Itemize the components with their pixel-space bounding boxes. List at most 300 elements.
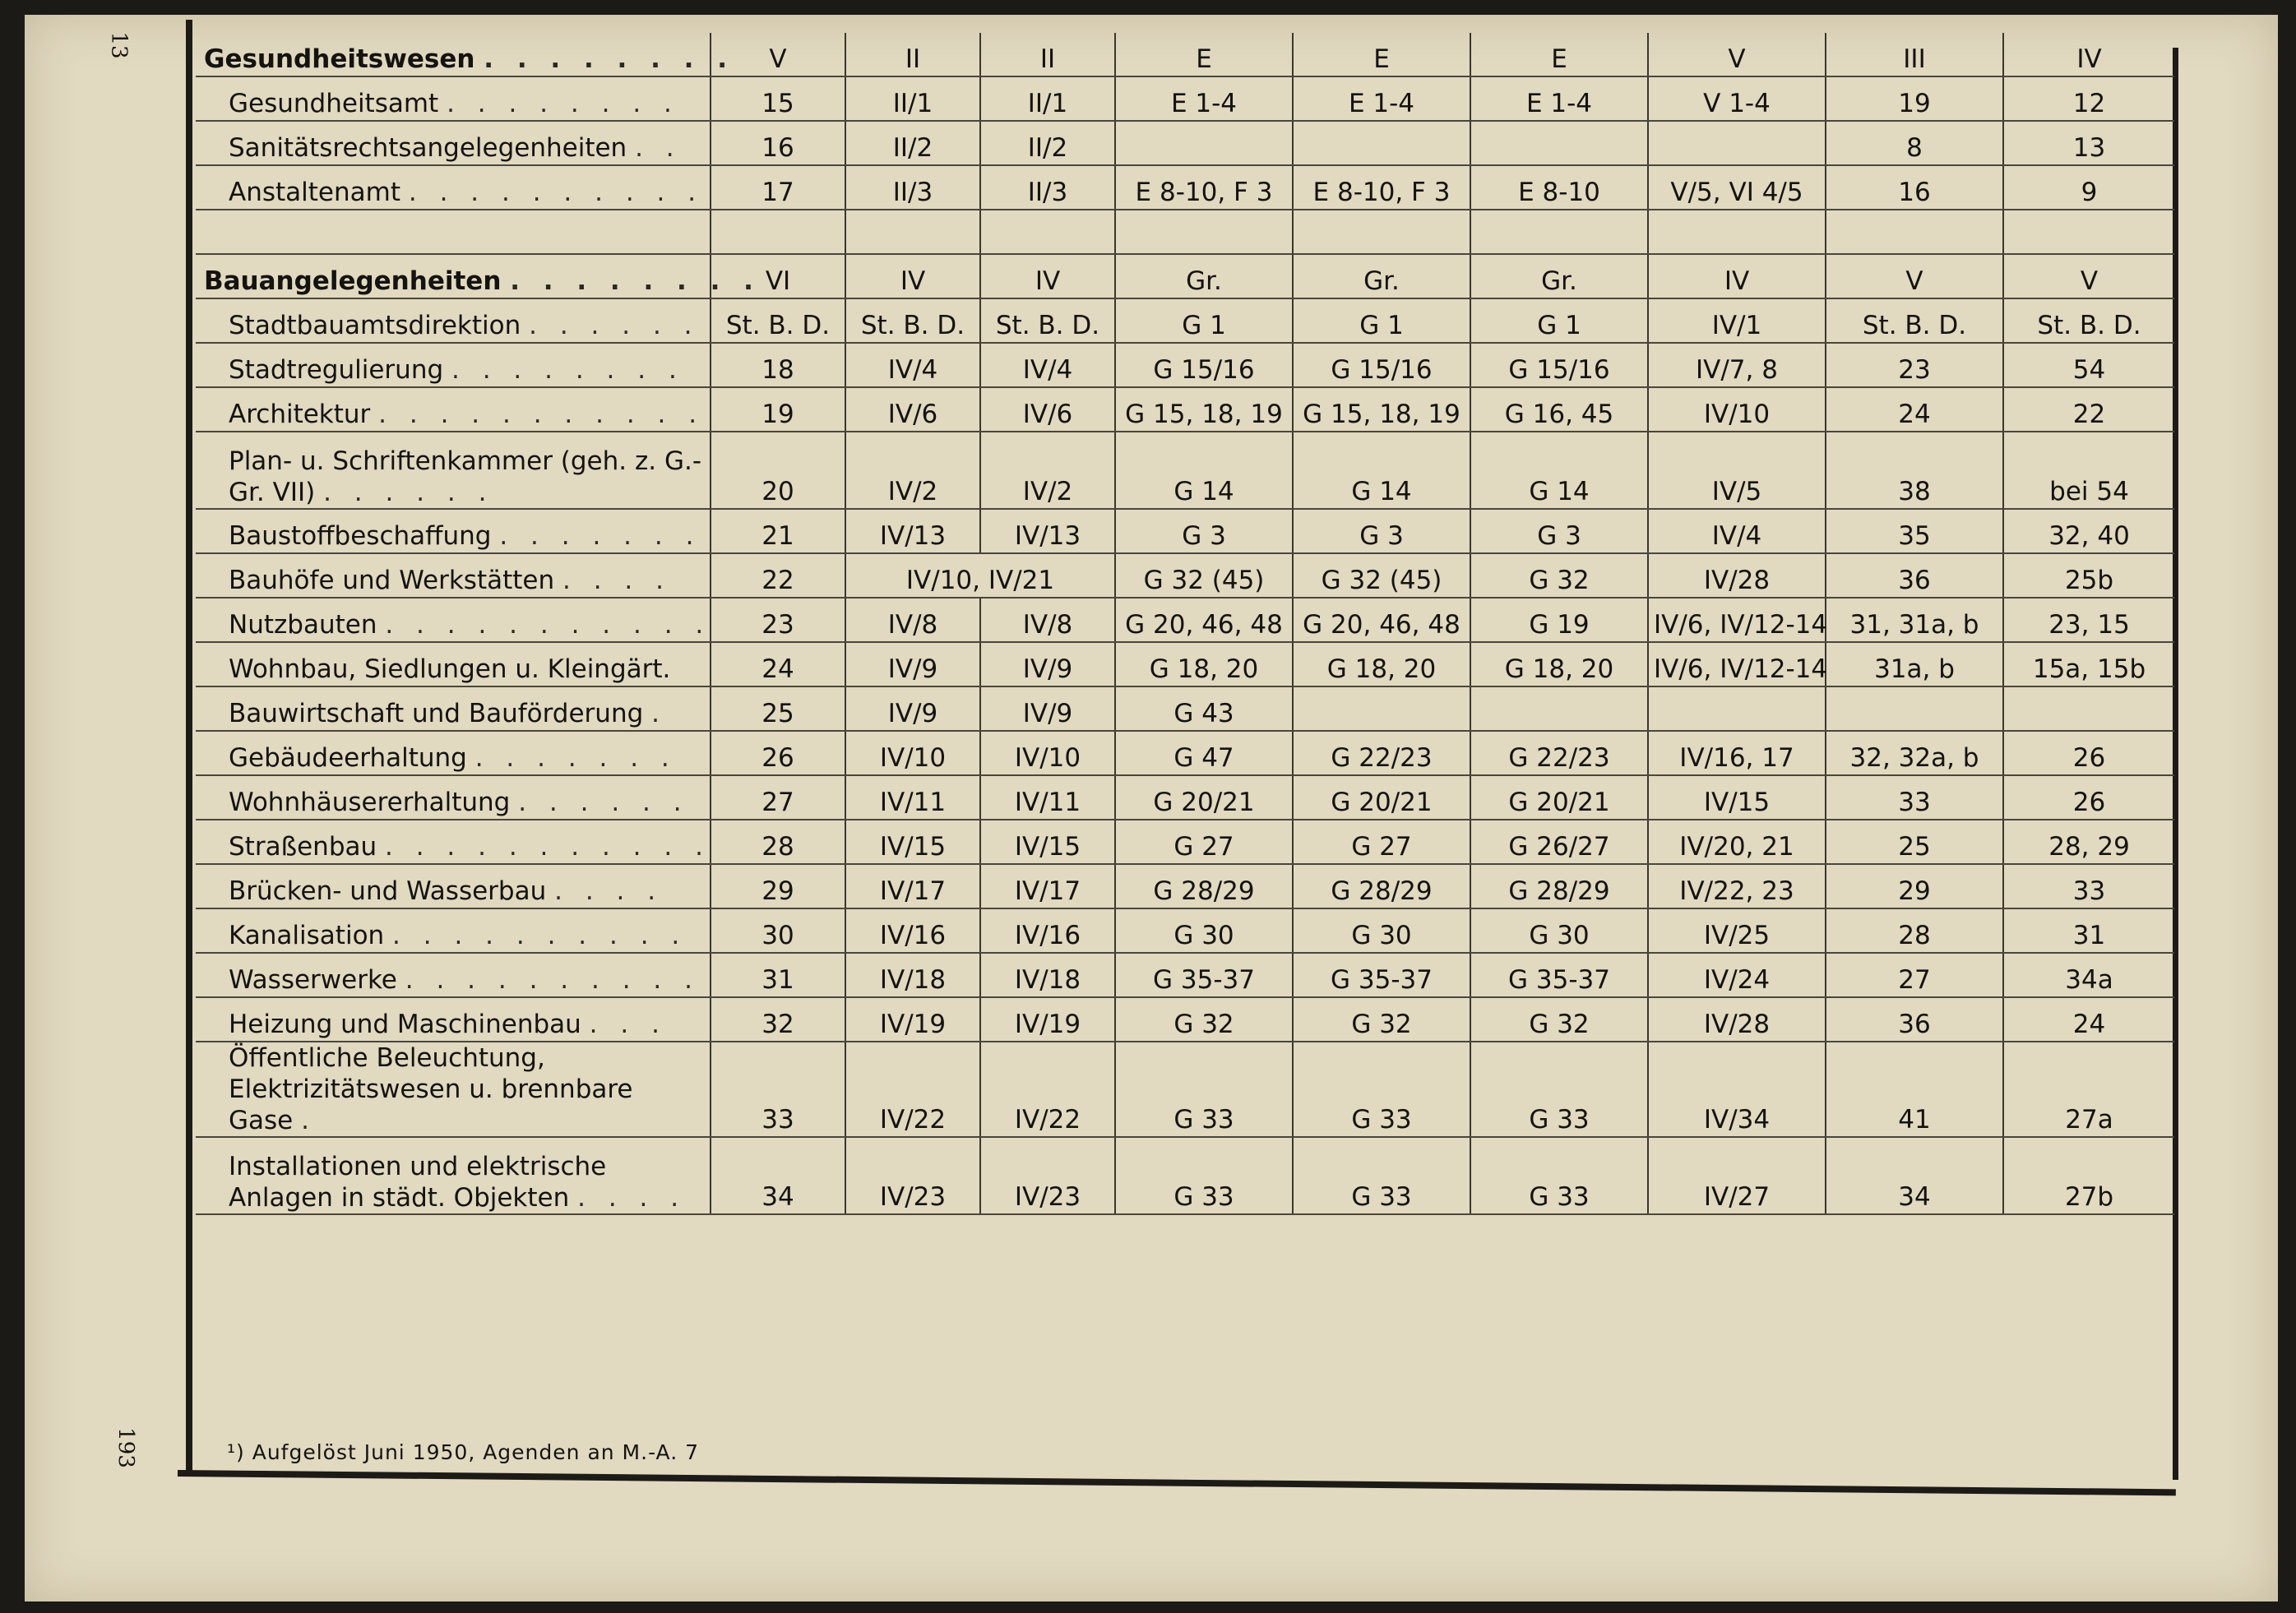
table-cell: V/5, VI 4/5 xyxy=(1648,165,1826,210)
table-cell: G 30 xyxy=(1115,908,1293,953)
table-cell xyxy=(1648,686,1826,731)
table-cell: IV/6 xyxy=(845,387,980,432)
table-cell: 31 xyxy=(2003,908,2174,953)
table-cell: 24 xyxy=(1826,387,2003,432)
table-cell: G 15, 18, 19 xyxy=(1293,387,1470,432)
row-label-text: Gesundheitsamt xyxy=(229,89,439,118)
table-cell: IV/19 xyxy=(845,997,980,1042)
leader-dots: . . . . . . . . . . . xyxy=(385,832,711,862)
table-cell: St. B. D. xyxy=(1826,298,2003,343)
leader-dots: . . . . xyxy=(562,566,671,595)
table-cell: 16 xyxy=(1826,165,2003,210)
table-cell: 27 xyxy=(1826,953,2003,997)
table-section-row xyxy=(196,33,2174,76)
table-cell: IV/18 xyxy=(845,953,980,997)
row-label-text: Stadtregulierung xyxy=(229,355,444,385)
table-cell: G 15/16 xyxy=(1115,343,1293,387)
table-section-row xyxy=(196,254,2174,298)
table-cell: 13 xyxy=(2003,121,2174,165)
table-cell: IV/9 xyxy=(845,642,980,686)
table-cell: IV/10 xyxy=(845,731,980,775)
table-cell: II/3 xyxy=(845,165,980,210)
table-cell: G 14 xyxy=(1470,432,1648,509)
table-cell: St. B. D. xyxy=(2003,298,2174,343)
row-label xyxy=(196,76,711,121)
table-row xyxy=(196,820,2174,864)
table-cell: G 32 xyxy=(1470,553,1648,598)
table-row xyxy=(196,553,2174,598)
table-cell: bei 54 xyxy=(2003,432,2174,509)
leader-dots: . . . . . . . . . . xyxy=(392,921,687,950)
table-cell: G 15, 18, 19 xyxy=(1115,387,1293,432)
table-cell: 34a xyxy=(2003,953,2174,997)
table-cell: G 35-37 xyxy=(1470,953,1648,997)
leader-dots: . . . . . . xyxy=(518,788,689,817)
table-cell: G 43 xyxy=(1115,686,1293,731)
table-cell: 32 xyxy=(711,997,845,1042)
row-label-text: Anstaltenamt xyxy=(229,178,400,207)
table-cell: IV xyxy=(1648,254,1826,298)
table-cell: 33 xyxy=(1826,775,2003,820)
table-cell: IV/19 xyxy=(980,997,1115,1042)
row-label-text: Brücken- und Wasserbau xyxy=(229,876,547,906)
table-cell: G 20/21 xyxy=(1470,775,1648,820)
table-cell xyxy=(1293,121,1470,165)
table-row xyxy=(196,76,2174,121)
leader-dots: . . . . xyxy=(577,1183,687,1213)
table-cell: IV/28 xyxy=(1648,997,1826,1042)
table-cell: V 1-4 xyxy=(1648,76,1826,121)
table-cell: IV/8 xyxy=(845,598,980,642)
table-row xyxy=(196,1137,2174,1214)
leader-dots: . . . . . . . . xyxy=(451,355,684,385)
table-cell: 27 xyxy=(711,775,845,820)
row-label xyxy=(196,509,711,553)
bottom-border-rule xyxy=(178,1470,2176,1495)
table-row xyxy=(196,343,2174,387)
row-label xyxy=(196,387,711,432)
table-cell: IV xyxy=(2003,33,2174,76)
table-cell: 33 xyxy=(2003,864,2174,908)
table-cell: 36 xyxy=(1826,553,2003,598)
row-label-text: Bauhöfe und Werkstätten xyxy=(229,566,555,595)
table-cell: 25 xyxy=(1826,820,2003,864)
table-cell: E 8-10 xyxy=(1470,165,1648,210)
table-row xyxy=(196,642,2174,686)
table-cell: II/3 xyxy=(980,165,1115,210)
leader-dots: . . xyxy=(635,133,682,163)
table-empty-cell xyxy=(1115,210,1293,254)
leader-dots: . . . . . . . . xyxy=(484,44,735,74)
table-cell: E 1-4 xyxy=(1470,76,1648,121)
table-cell: IV/9 xyxy=(980,642,1115,686)
table-cell: IV/1 xyxy=(1648,298,1826,343)
table-cell: IV/11 xyxy=(845,775,980,820)
table-cell: IV xyxy=(845,254,980,298)
row-label xyxy=(196,820,711,864)
table-cell: G 20/21 xyxy=(1293,775,1470,820)
table-cell: 24 xyxy=(711,642,845,686)
table-cell: G 20/21 xyxy=(1115,775,1293,820)
table-cell: II/1 xyxy=(845,76,980,121)
row-label-text: Baustoffbeschaffung xyxy=(229,521,492,551)
table-cell: 19 xyxy=(711,387,845,432)
table-cell: E 8-10, F 3 xyxy=(1115,165,1293,210)
table-empty-cell xyxy=(845,210,980,254)
table-cell: IV/9 xyxy=(845,686,980,731)
table-cell: 25 xyxy=(711,686,845,731)
row-label-text: Wohnhäusererhaltung xyxy=(229,788,511,817)
table-cell: G 19 xyxy=(1470,598,1648,642)
row-label-text: Architektur xyxy=(229,400,371,429)
row-label xyxy=(196,598,711,642)
row-label-text: Sanitätsrechtsangelegenheiten xyxy=(229,133,627,163)
table-cell xyxy=(1470,121,1648,165)
table-cell: G 33 xyxy=(1115,1137,1293,1214)
table-cell: 26 xyxy=(2003,731,2174,775)
table-cell: 20 xyxy=(711,432,845,509)
table-cell: 25b xyxy=(2003,553,2174,598)
leader-dots: . . . . xyxy=(554,876,664,906)
table-cell: E xyxy=(1470,33,1648,76)
table-cell: 34 xyxy=(711,1137,845,1214)
table-cell: IV/6 xyxy=(980,387,1115,432)
table-cell: G 15/16 xyxy=(1293,343,1470,387)
table-cell: G 28/29 xyxy=(1470,864,1648,908)
row-label-text: Stadtbauamtsdirektion xyxy=(229,311,521,340)
table-cell: G 32 xyxy=(1470,997,1648,1042)
table-cell: E xyxy=(1115,33,1293,76)
table-cell: V xyxy=(1826,254,2003,298)
table-cell: IV/17 xyxy=(980,864,1115,908)
table-cell: VI xyxy=(711,254,845,298)
table-cell: IV/5 xyxy=(1648,432,1826,509)
table-cell: V xyxy=(711,33,845,76)
table-cell: G 30 xyxy=(1470,908,1648,953)
table-cell: G 28/29 xyxy=(1115,864,1293,908)
leader-dots: . . . . . . . . xyxy=(447,89,679,118)
table-cell: 27b xyxy=(2003,1137,2174,1214)
table-cell: 17 xyxy=(711,165,845,210)
leader-dots: . . . . . . . xyxy=(499,521,701,551)
table-cell: IV/11 xyxy=(980,775,1115,820)
row-label-text: Wasserwerke xyxy=(229,965,397,995)
table-cell: IV/23 xyxy=(980,1137,1115,1214)
table-cell: 33 xyxy=(711,1042,845,1137)
row-label xyxy=(196,553,711,598)
table-row xyxy=(196,165,2174,210)
table-cell: V xyxy=(1648,33,1826,76)
table-cell: G 16, 45 xyxy=(1470,387,1648,432)
table-cell: IV/34 xyxy=(1648,1042,1826,1137)
leader-dots: . . . . . . . . . . . xyxy=(385,610,711,640)
table-cell: 27a xyxy=(2003,1042,2174,1137)
table-row xyxy=(196,953,2174,997)
table-cell: 31 xyxy=(711,953,845,997)
table-cell: IV/23 xyxy=(845,1137,980,1214)
table-cell: IV/7, 8 xyxy=(1648,343,1826,387)
table-cell: G 14 xyxy=(1293,432,1470,509)
merged-cell: IV/10, IV/21 xyxy=(845,553,1115,598)
table-cell: III xyxy=(1826,33,2003,76)
table-empty-cell xyxy=(196,210,711,254)
table-cell: 9 xyxy=(2003,165,2174,210)
table-cell: II/2 xyxy=(845,121,980,165)
table-cell: 16 xyxy=(711,121,845,165)
table-cell: G 1 xyxy=(1115,298,1293,343)
table-cell: IV/6, IV/12-14 xyxy=(1648,598,1826,642)
row-label xyxy=(196,775,711,820)
table-cell: 15a, 15b xyxy=(2003,642,2174,686)
footnote: ¹) Aufgelöst Juni 1950, Agenden an M.-A. 7 xyxy=(227,1440,700,1464)
table-cell: IV/6, IV/12-14 xyxy=(1648,642,1826,686)
table-cell: G 1 xyxy=(1470,298,1648,343)
table-cell: IV/9 xyxy=(980,686,1115,731)
table-cell: G 35-37 xyxy=(1293,953,1470,997)
table-cell: IV/16 xyxy=(980,908,1115,953)
table-spacer-row xyxy=(196,210,2174,254)
table-cell xyxy=(1115,121,1293,165)
row-label-text: Öffentliche Beleuchtung, Elektrizitätswesen u. brennbare Gase xyxy=(229,1043,633,1135)
table-cell: G 33 xyxy=(1470,1137,1648,1214)
table-cell: Gr. xyxy=(1115,254,1293,298)
row-label-text: Gesundheitswesen xyxy=(204,44,475,74)
leader-dots: . . . xyxy=(589,1010,667,1039)
table-cell: 36 xyxy=(1826,997,2003,1042)
table-cell: G 22/23 xyxy=(1470,731,1648,775)
table-cell: 32, 40 xyxy=(2003,509,2174,553)
table-cell: G 32 (45) xyxy=(1293,553,1470,598)
row-label xyxy=(196,908,711,953)
table-cell xyxy=(2003,686,2174,731)
table-cell: 22 xyxy=(2003,387,2174,432)
row-label-text: Nutzbauten xyxy=(229,610,377,640)
table-cell: 26 xyxy=(2003,775,2174,820)
table-cell: G 27 xyxy=(1293,820,1470,864)
table-cell: G 33 xyxy=(1293,1137,1470,1214)
table-cell: 29 xyxy=(1826,864,2003,908)
table-cell xyxy=(1293,686,1470,731)
table-empty-cell xyxy=(1648,210,1826,254)
row-label-text: Wohnbau, Siedlungen u. Kleingärt. xyxy=(229,654,671,684)
table-cell: G 18, 20 xyxy=(1115,642,1293,686)
table-row xyxy=(196,598,2174,642)
table-cell: G 18, 20 xyxy=(1293,642,1470,686)
margin-page-number-top: 13 xyxy=(106,31,132,59)
row-label-text: Heizung und Maschinenbau xyxy=(229,1010,581,1039)
row-label xyxy=(196,1137,711,1214)
row-label xyxy=(196,165,711,210)
table-cell: 28 xyxy=(711,820,845,864)
row-label-text: Installationen und elektrische Anlagen in städt. Objekten xyxy=(229,1152,607,1213)
table-cell: II xyxy=(980,33,1115,76)
table-cell: IV/13 xyxy=(980,509,1115,553)
table-cell: 22 xyxy=(711,553,845,598)
table-cell: G 22/23 xyxy=(1293,731,1470,775)
table-cell: St. B. D. xyxy=(980,298,1115,343)
table-cell: 28, 29 xyxy=(2003,820,2174,864)
table-cell: V xyxy=(2003,254,2174,298)
row-label xyxy=(196,864,711,908)
table-cell: G 3 xyxy=(1115,509,1293,553)
table-row xyxy=(196,864,2174,908)
table-cell: G 28/29 xyxy=(1293,864,1470,908)
row-label xyxy=(196,1042,711,1137)
table-row xyxy=(196,731,2174,775)
table-cell: 8 xyxy=(1826,121,2003,165)
table-cell: G 35-37 xyxy=(1115,953,1293,997)
row-label xyxy=(196,254,761,298)
table-cell xyxy=(1826,686,2003,731)
table-cell: G 20, 46, 48 xyxy=(1293,598,1470,642)
table-cell: G 32 (45) xyxy=(1115,553,1293,598)
table-empty-cell xyxy=(711,210,845,254)
leader-dots: . . . . . . xyxy=(529,311,700,340)
table-cell: 23 xyxy=(1826,343,2003,387)
table-cell: IV/4 xyxy=(1648,509,1826,553)
table-cell: G 27 xyxy=(1115,820,1293,864)
table-cell: IV/22 xyxy=(980,1042,1115,1137)
table-cell: IV/18 xyxy=(980,953,1115,997)
leader-dots: . . . . . . xyxy=(323,478,494,507)
table-cell: IV/25 xyxy=(1648,908,1826,953)
leader-dots: . xyxy=(301,1106,317,1135)
table-cell: IV/22, 23 xyxy=(1648,864,1826,908)
table-cell: 12 xyxy=(2003,76,2174,121)
table-cell: 35 xyxy=(1826,509,2003,553)
table-empty-cell xyxy=(1293,210,1470,254)
table-cell: G 1 xyxy=(1293,298,1470,343)
table-row xyxy=(196,387,2174,432)
table-row xyxy=(196,509,2174,553)
leader-dots: . . . . . . . . . . . xyxy=(378,400,705,429)
table-cell: 26 xyxy=(711,731,845,775)
table-cell: IV/15 xyxy=(1648,775,1826,820)
table-cell: G 3 xyxy=(1293,509,1470,553)
row-label-text: Plan- u. Schriftenkammer (geh. z. G.-Gr. VII) xyxy=(229,446,702,507)
row-label-text: Gebäudeerhaltung xyxy=(229,743,467,773)
leader-dots: . . . . . . . . . . xyxy=(405,965,700,995)
table-cell: 21 xyxy=(711,509,845,553)
table-cell: 41 xyxy=(1826,1042,2003,1137)
table-cell: G 18, 20 xyxy=(1470,642,1648,686)
table-cell: G 47 xyxy=(1115,731,1293,775)
table-cell: IV/2 xyxy=(980,432,1115,509)
table-cell: IV/15 xyxy=(845,820,980,864)
table-cell xyxy=(1470,686,1648,731)
table-row xyxy=(196,997,2174,1042)
row-label-text: Bauwirtschaft und Bauförderung xyxy=(229,699,644,728)
leader-dots: . . . . . . . xyxy=(474,743,677,773)
table-cell: G 26/27 xyxy=(1470,820,1648,864)
table-cell: Gr. xyxy=(1293,254,1470,298)
table-row xyxy=(196,686,2174,731)
margin-page-number-bottom: 193 xyxy=(113,1427,138,1468)
table-cell: IV/24 xyxy=(1648,953,1826,997)
leader-dots: . . . . . . . . xyxy=(510,266,761,296)
table-cell: 30 xyxy=(711,908,845,953)
row-label xyxy=(196,997,711,1042)
table-cell: IV/15 xyxy=(980,820,1115,864)
row-label-text: Kanalisation xyxy=(229,921,385,950)
table-cell: Gr. xyxy=(1470,254,1648,298)
row-label xyxy=(196,953,711,997)
department-table xyxy=(196,33,2174,1215)
table-cell: 19 xyxy=(1826,76,2003,121)
table-cell: G 20, 46, 48 xyxy=(1115,598,1293,642)
table-empty-cell xyxy=(980,210,1115,254)
table-cell: IV/17 xyxy=(845,864,980,908)
table-cell: G 3 xyxy=(1470,509,1648,553)
left-border-rule xyxy=(186,20,192,1475)
table-empty-cell xyxy=(1826,210,2003,254)
table-cell: II xyxy=(845,33,980,76)
table-cell: 32, 32a, b xyxy=(1826,731,2003,775)
table-cell: IV/10 xyxy=(980,731,1115,775)
table-cell: E 8-10, F 3 xyxy=(1293,165,1470,210)
table-cell: IV/4 xyxy=(845,343,980,387)
table-cell: G 33 xyxy=(1115,1042,1293,1137)
table-cell: IV/10 xyxy=(1648,387,1826,432)
row-label xyxy=(196,642,711,686)
row-label xyxy=(196,343,711,387)
table-cell: II/1 xyxy=(980,76,1115,121)
table-cell xyxy=(1648,121,1826,165)
table-cell: 24 xyxy=(2003,997,2174,1042)
table-cell: 23 xyxy=(711,598,845,642)
table-cell: IV/28 xyxy=(1648,553,1826,598)
table-row xyxy=(196,121,2174,165)
table-cell: St. B. D. xyxy=(845,298,980,343)
table-cell: E xyxy=(1293,33,1470,76)
table-empty-cell xyxy=(2003,210,2174,254)
table-row xyxy=(196,298,2174,343)
table-cell: IV/8 xyxy=(980,598,1115,642)
leader-dots: . . . . . . . . . . xyxy=(408,178,704,207)
table-cell: 29 xyxy=(711,864,845,908)
table-cell: 18 xyxy=(711,343,845,387)
table-cell: IV/13 xyxy=(845,509,980,553)
table-cell: G 14 xyxy=(1115,432,1293,509)
table-empty-cell xyxy=(1470,210,1648,254)
table-row xyxy=(196,775,2174,820)
table-cell: G 30 xyxy=(1293,908,1470,953)
row-label xyxy=(196,121,711,165)
row-label xyxy=(196,432,711,509)
table-cell: IV/4 xyxy=(980,343,1115,387)
row-label-text: Bauangelegenheiten xyxy=(204,266,502,296)
row-label xyxy=(196,731,711,775)
table-row xyxy=(196,908,2174,953)
table-cell: IV/27 xyxy=(1648,1137,1826,1214)
leader-dots: . xyxy=(651,699,667,728)
table-cell: 15 xyxy=(711,76,845,121)
table-cell: 31, 31a, b xyxy=(1826,598,2003,642)
table-cell: 34 xyxy=(1826,1137,2003,1214)
table-cell: E 1-4 xyxy=(1293,76,1470,121)
table-cell: G 33 xyxy=(1293,1042,1470,1137)
table-cell: E 1-4 xyxy=(1115,76,1293,121)
table-cell: IV/16 xyxy=(845,908,980,953)
table-cell: G 32 xyxy=(1115,997,1293,1042)
row-label xyxy=(196,33,735,76)
table-cell: G 33 xyxy=(1470,1042,1648,1137)
table-row xyxy=(196,432,2174,509)
table-cell: 28 xyxy=(1826,908,2003,953)
table-cell: IV xyxy=(980,254,1115,298)
table-cell: IV/16, 17 xyxy=(1648,731,1826,775)
table-cell: IV/22 xyxy=(845,1042,980,1137)
